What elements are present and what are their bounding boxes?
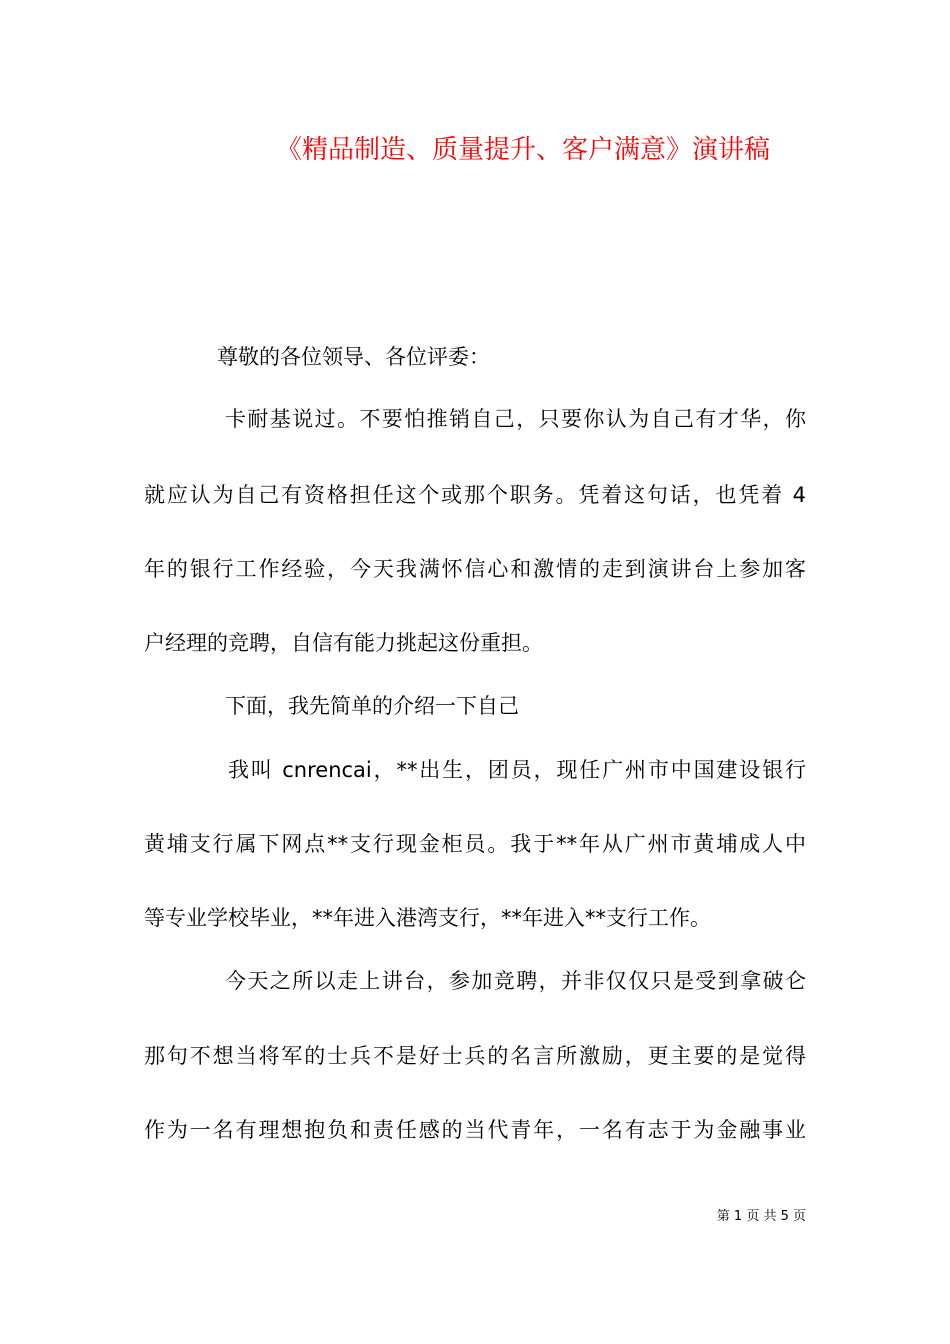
paragraph-4-line-3: 作为一名有理想抱负和责任感的当代青年，一名有志于为金融事业	[144, 1118, 806, 1142]
paragraph-4-line-1: 今天之所以走上讲台，参加竞聘，并非仅仅只是受到拿破仑	[225, 969, 806, 993]
paragraph-1-line-2: 就应认为自己有资格担任这个或那个职务。凭着这句话，也凭着 4	[144, 483, 806, 507]
paragraph-3-line-1: 我叫 cnrencai，**出生，团员，现任广州市中国建设银行	[228, 758, 806, 782]
page-number: 第 1 页 共 5 页	[716, 1209, 806, 1224]
salutation-line: 尊敬的各位领导、各位评委：	[217, 345, 490, 369]
paragraph-2-line-1: 下面，我先简单的介绍一下自己	[225, 694, 519, 718]
paragraph-3-line-3: 等专业学校毕业，**年进入港湾支行，**年进入**支行工作。	[144, 906, 711, 930]
paragraph-1-line-4: 户经理的竞聘，自信有能力挑起这份重担。	[144, 631, 543, 655]
paragraph-3-line-2: 黄埔支行属下网点**支行现金柜员。我于**年从广州市黄埔成人中	[144, 832, 806, 856]
paragraph-1-line-1: 卡耐基说过。不要怕推销自己，只要你认为自己有才华，你	[225, 407, 806, 431]
paragraph-1-line-3: 年的银行工作经验，今天我满怀信心和激情的走到演讲台上参加客	[144, 557, 806, 581]
document-title: 《精品制造、质量提升、客户满意》演讲稿	[275, 135, 770, 165]
paragraph-4-line-2: 那句不想当将军的士兵不是好士兵的名言所激励，更主要的是觉得	[144, 1044, 806, 1068]
